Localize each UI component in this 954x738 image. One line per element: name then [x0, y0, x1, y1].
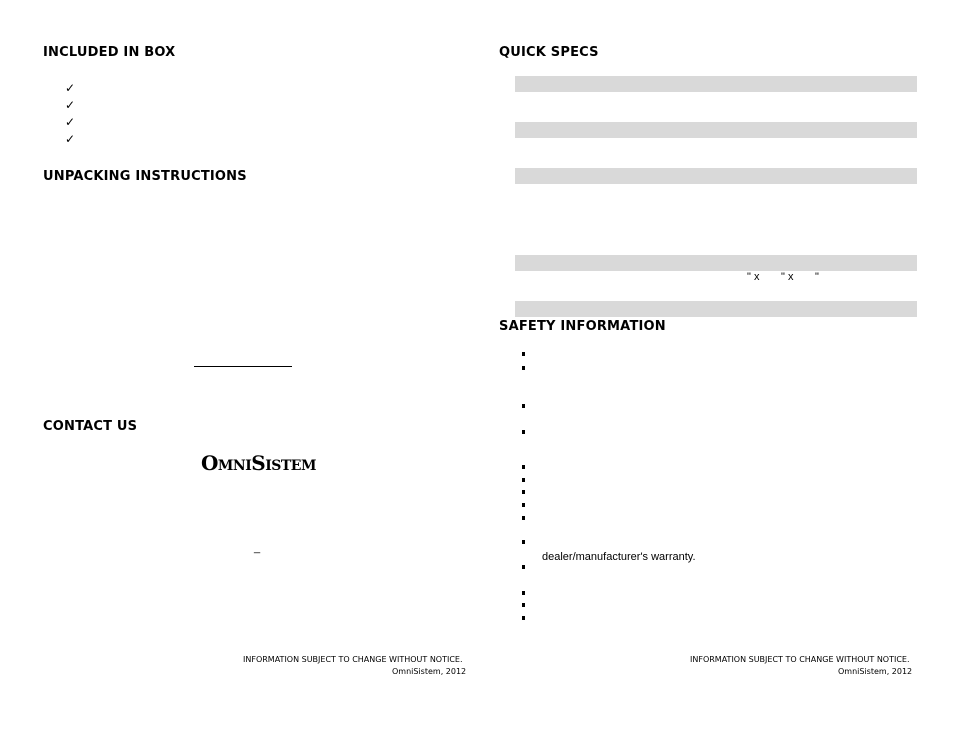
spec-row-bar: [515, 301, 917, 317]
bullet-icon: [522, 430, 525, 434]
dimension-fragment: " x: [781, 271, 794, 283]
spec-row-bar: [515, 255, 917, 271]
bullet-icon: [522, 404, 525, 408]
dimension-fragment: " x: [747, 271, 760, 283]
logo-part: MNI: [217, 458, 252, 474]
bullet-icon: [522, 366, 525, 370]
check-icon: ✓: [65, 98, 76, 112]
dimension-fragment: ": [815, 271, 819, 283]
check-icon: ✓: [65, 115, 76, 129]
bullet-icon: [522, 603, 525, 607]
bullet-icon: [522, 352, 525, 356]
logo-part: S: [251, 451, 266, 475]
bullet-icon: [522, 503, 525, 507]
bullet-icon: [522, 540, 525, 544]
quick-specs-heading: QUICK SPECS: [499, 45, 599, 60]
logo-part: ISTEM: [265, 458, 316, 474]
bullet-icon: [522, 465, 525, 469]
bullet-icon: [522, 490, 525, 494]
bullet-icon: [522, 478, 525, 482]
bullet-icon: [522, 616, 525, 620]
check-icon: ✓: [65, 132, 76, 146]
check-icon: ✓: [65, 81, 76, 95]
footer-notice: INFORMATION SUBJECT TO CHANGE WITHOUT NOTICE.: [690, 655, 910, 664]
footer-notice: INFORMATION SUBJECT TO CHANGE WITHOUT NOTICE.: [243, 655, 463, 664]
underline-link[interactable]: [194, 366, 292, 367]
unpacking-instructions-heading: UNPACKING INSTRUCTIONS: [43, 169, 247, 184]
omnisistem-logo: [201, 451, 316, 475]
safety-information-heading: SAFETY INFORMATION: [499, 319, 666, 334]
bullet-icon: [522, 565, 525, 569]
contact-us-heading: CONTACT US: [43, 419, 138, 434]
warranty-text: dealer/manufacturer's warranty.: [542, 551, 696, 563]
spec-row-bar: [515, 122, 917, 138]
footer-copyright: OmniSistem, 2012: [392, 667, 467, 676]
footer-copyright: OmniSistem, 2012: [838, 667, 913, 676]
spec-row-bar: [515, 76, 917, 92]
bullet-icon: [522, 516, 525, 520]
bullet-icon: [522, 591, 525, 595]
included-in-box-heading: INCLUDED IN BOX: [43, 45, 176, 60]
logo-part: O: [201, 451, 218, 475]
dash-mark: _: [254, 542, 261, 554]
spec-row-bar: [515, 168, 917, 184]
